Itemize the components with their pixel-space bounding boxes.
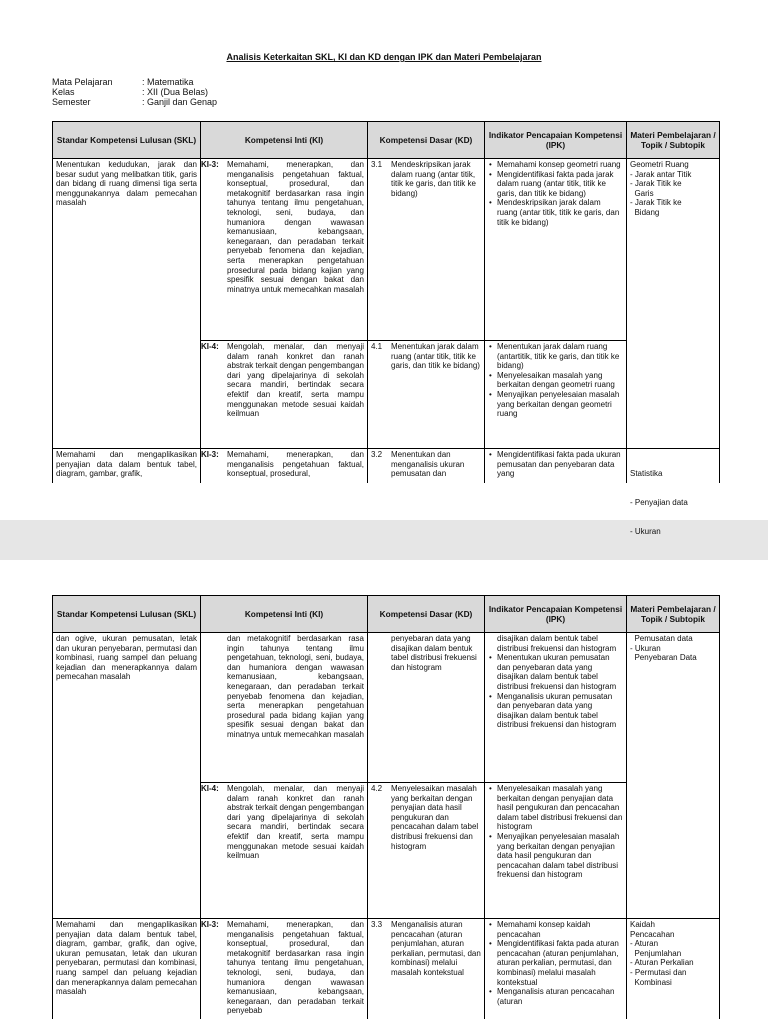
header-ki: Kompetensi Inti (KI) <box>201 122 368 159</box>
header-kd: Kompetensi Dasar (KD) <box>368 596 485 633</box>
skl-cell: dan ogive, ukuran pemusatan, letak dan ukuran penyebaran, permutasi dan kombinasi, ruang sampel dan peluang kejadian dan menerapkannya dalam pemecahan masalah <box>53 633 201 919</box>
header-materi: Materi Pembelajaran / Topik / Subtopik <box>627 122 720 159</box>
header-ipk: Indikator Pencapaian Kompetensi (IPK) <box>485 122 627 159</box>
list-item: • Menyelesaikan masalah yang berkaitan dengan penyajian data hasil pengukuran dan pencacahan dalam tabel distribusi frekuensi dan histogram <box>497 784 623 832</box>
ipk-cell <box>485 783 627 919</box>
header-kd: Kompetensi Dasar (KD) <box>368 122 485 159</box>
meta-semester: Semester : Ganjil dan Genap <box>52 97 218 107</box>
ki-cell: KI-3: Memahami, menerapkan, dan menganalisis pengetahuan faktual, konseptual, prosedural, dan metakognitif berdasarkan rasa ingin tahunya tentang ilmu pengetahuan, teknologi, seni, budaya, dan humaniora dengan wawasan kemanusiaan, kebangsaan, kenegaraan, dan peradaban terkait penyebab <box>201 919 368 1019</box>
list-item: • Memahami konsep kaidah pencacahan <box>497 920 623 939</box>
header-skl: Standar Kompetensi Lulusan (SKL) <box>53 122 201 159</box>
ki-cell: KI-3: Memahami, menerapkan, dan menganalisis pengetahuan faktual, konseptual, prosedural, dan metakognitif berdasarkan rasa ingin tahunya tentang ilmu pengetahuan, teknologi, seni, budaya, dan humaniora dengan wawasan kemanusiaan, kebangsaan, kenegaraan, dan peradaban terkait penyebab fenomena dan kejadian, serta menerapkan pengetahuan prosedural pada bidang kajian yang spesifik sesuai dengan bakat dan minatnya untuk memecahkan masalah <box>201 159 368 341</box>
ipk-cell <box>485 159 627 341</box>
materi-cell: Pemusatan data - Ukuran Penyebaran Data <box>627 633 720 919</box>
skl-cell: Memahami dan mengaplikasikan penyajian data dalam bentuk tabel, diagram, gambar, grafik, <box>53 449 201 484</box>
kd-cell: 3.3 Menganalisis aturan pencacahan (aturan penjumlahan, aturan perkalian, permutasi, dan kombinasi) melalui masalah kontekstual <box>368 919 485 1019</box>
skl-cell: Menentukan kedudukan, jarak dan besar sudut yang melibatkan titik, garis dan bidang di ruang dimensi tiga serta menggunakannya dalam pemecahan masalah <box>53 159 201 449</box>
header-ipk: Indikator Pencapaian Kompetensi (IPK) <box>485 596 627 633</box>
ki-cell: KI-4: Mengolah, menalar, dan menyaji dalam ranah konkret dan ranah abstrak terkait dengan pengembangan dari yang dipelajarinya di sekolah secara mandiri, bertindak secara efektif dan kreatif, serta mampu menggunakan metode sesuai kaidah keilmuan <box>201 783 368 919</box>
table-row <box>53 449 720 484</box>
table-row <box>53 919 720 1019</box>
kd-cell: penyebaran data yang disajikan dalam bentuk tabel distribusi frekuensi dan histogram <box>368 633 485 783</box>
analysis-table-page-1 <box>52 121 720 536</box>
list-item: • Menentukan ukuran pemusatan dan penyebaran data yang disajikan dalam bentuk tabel distribusi frekuensi dan histogram <box>497 653 623 691</box>
table-header-row <box>53 596 720 633</box>
kd-cell: 4.2 Menyelesaikan masalah yang berkaitan dengan penyajian data hasil pengukuran dan pencacahan dalam tabel distribusi frekuensi dan histogram <box>368 783 485 919</box>
header-skl: Standar Kompetensi Lulusan (SKL) <box>53 596 201 633</box>
table-row <box>53 159 720 341</box>
list-item: • Menyelesaikan masalah yang berkaitan dengan geometri ruang <box>497 371 623 390</box>
header-materi: Materi Pembelajaran / Topik / Subtopik <box>627 596 720 633</box>
list-item: disajikan dalam bentuk tabel distribusi frekuensi dan histogram <box>497 634 617 653</box>
kd-cell: 4.1 Menentukan jarak dalam ruang (antar titik, titik ke garis, dan titik ke bidang) <box>368 341 485 449</box>
list-item: • Menganalisis aturan pencacahan (aturan <box>497 987 623 1006</box>
list-item: • Menyajikan penyelesaian masalah yang berkaitan dengan geometri ruang <box>497 390 623 419</box>
kd-cell: 3.2 Menentukan dan menganalisis ukuran pemusatan dan <box>368 449 485 484</box>
list-item: • Mengidentifikasi fakta pada jarak dalam ruang (antar titik, titik ke garis, dan titik ke bidang) <box>497 170 623 199</box>
materi-cell: Statistika - Penyajian data - Ukuran <box>627 449 720 484</box>
list-item: • Mendeskripsikan jarak dalam ruang (antar titik, titik ke garis, dan titik ke bidang) <box>497 198 623 227</box>
ki-cell: KI-4: Mengolah, menalar, dan menyaji dalam ranah konkret dan ranah abstrak terkait dengan pengembangan dari yang dipelajarinya di sekolah secara mandiri, bertindak secara efektif dan kreatif, serta mampu menggunakan metode sesuai kaidah keilmuan <box>201 341 368 449</box>
table-row <box>53 633 720 783</box>
list-item: • Menentukan jarak dalam ruang (antartitik, titik ke garis, dan titik ke bidang) <box>497 342 623 371</box>
analysis-table-page-2 <box>52 595 720 1019</box>
materi-cell: Geometri Ruang - Jarak antar Titik - Jarak Titik ke Garis - Jarak Titik ke Bidang <box>627 159 720 449</box>
header-ki: Kompetensi Inti (KI) <box>201 596 368 633</box>
table-header-row <box>53 122 720 159</box>
ipk-cell <box>485 919 627 1019</box>
list-item: • Mengidentifikasi fakta pada aturan pencacahan (aturan penjumlahan, aturan perkalian, permutasi, dan kombinasi) melalui masalah kontekstual <box>497 939 623 987</box>
ipk-cell <box>485 341 627 449</box>
kd-cell: 3.1 Mendeskripsikan jarak dalam ruang (antar titik, titik ke garis, dan titik ke bidang) <box>368 159 485 341</box>
skl-cell: Memahami dan mengaplikasikan penyajian data dalam bentuk tabel, diagram, gambar, grafik, dan ogive, ukuran pemusatan, letak dan ukuran penyebaran, permutasi dan kombinasi, ruang sampel dan peluang kejadian dan menerapkannya dalam pemecahan masalah <box>53 919 201 1019</box>
list-item: • Menganalisis ukuran pemusatan dan penyebaran data yang disajikan dalam bentuk tabel distribusi frekuensi dan histogram <box>497 692 623 730</box>
ki-cell: dan metakognitif berdasarkan rasa ingin tahunya tentang ilmu pengetahuan, teknologi, seni, budaya, dan humaniora dengan wawasan kemanusiaan, kebangsaan, kenegaraan, dan peradaban terkait penyebab fenomena dan kejadian, serta menerapkan pengetahuan prosedural pada bidang kajian yang spesifik sesuai dengan bakat dan minatnya untuk memecahkan masalah <box>201 633 368 783</box>
ipk-cell <box>485 633 627 783</box>
list-item: • Menyajikan penyelesaian masalah yang berkaitan dengan penyajian data hasil pengukuran dan pencacahan dalam tabel distribusi frekuensi dan histogram <box>497 832 623 880</box>
ki-cell: KI-3: Memahami, menerapkan, dan menganalisis pengetahuan faktual, konseptual, prosedural, <box>201 449 368 484</box>
list-item: • Mengidentifikasi fakta pada ukuran pemusatan dan penyebaran data yang <box>497 450 623 479</box>
meta-class: Kelas : XII (Dua Belas) <box>52 87 209 97</box>
ipk-cell <box>485 449 627 484</box>
meta-subject: Mata Pelajaran : Matematika <box>52 77 194 87</box>
document-title: Analisis Keterkaitan SKL, KI dan KD dengan IPK dan Materi Pembelajaran <box>226 52 542 62</box>
materi-cell: Kaidah Pencacahan - Aturan Penjumlahan - Aturan Perkalian - Permutasi dan Kombinasi <box>627 919 720 1019</box>
list-item: • Memahami konsep geometri ruang <box>497 160 623 170</box>
